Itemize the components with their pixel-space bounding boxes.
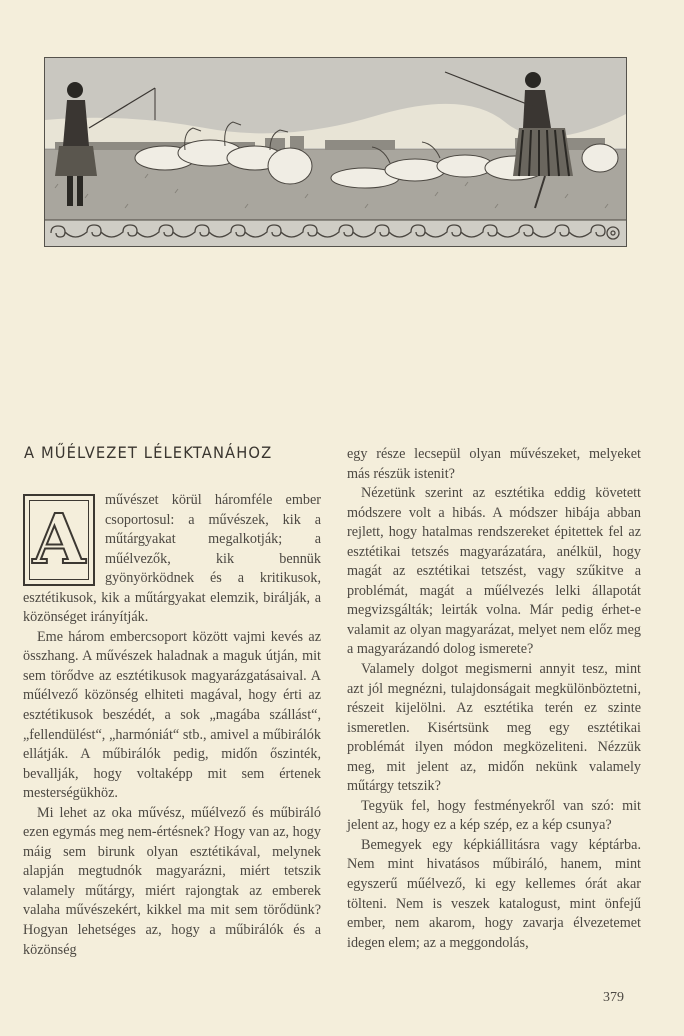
right-column [347, 445, 641, 953]
page-number: 379 [603, 990, 624, 1005]
wave-border [45, 220, 626, 246]
drop-cap-letter: A [32, 500, 86, 580]
paragraph: Tegyük fel, hogy festményekről van szó: mit jelent az, hogy ez a kép szép, ez a kép csunya? [347, 797, 641, 834]
paragraph: Valamely dolgot megismerni annyit tesz, mint azt jól megnézni, tulajdonságait megkülönböztetni, részeit kijelölni. Az esztétika terén ez szinte ismeretlen. Kisértsünk meg egy esztétikai problémát ilyen módon megközeliteni. Nézzük meg, mit jelent az, midőn nekünk valamely műtárgy tetszik? [347, 661, 641, 795]
paragraph: Nézetünk szerint az esztétika eddig követett módszere volt a hibás. A módszer hibája abban rejlett, hogy hatalmas rendszereket épitettek fel az esztétikai tetszés magyarázatára, anélkül, hogy magát az esztétikai tetszést, vagy szűkitve a problémát, magát a műélvezés lelki állapotát megvizsgálták; leirták volna. Már pedig érhet-e valamit az olyan magyarázat, melyet nem előz meg a magyarázandó dolog ismerete? [347, 485, 641, 658]
article-title: A MŰÉLVEZET LÉLEKTANÁHOZ [24, 443, 273, 462]
paragraph: művészet körül háromféle ember csoportosul: a művészek, kik a műtárgyakat megalkotják; a műélvezők, kik bennük gyönyörködnek és a kritikusok, esztétikusok, kik a műtárgyakat elemzik, birálják, a közönséget irányítják. [23, 492, 321, 626]
goose-girls-illustration [45, 58, 626, 246]
paragraph: Mi lehet az oka művész, műélvező és műbiráló ezen egymás meg nem-értésnek? Hogy van az, hogy máig sem birunk olyan esztétikával, melynek alapján megtudnók magyarázni, miért tetszik valamely műtárgy, miért rajongtak az emberek valaha művészekért, kikkel ma mit sem törődünk? Hogyan lehetséges az, hogy a műbirálók és a közönség [23, 804, 321, 958]
paragraph: Eme három embercsoport között vajmi kevés az összhang. A művészek haladnak a maguk útján, mit sem törődve az esztétikusok magyarázgatásaival. A műélvező közönség elhiteti magával, hogy érti az esztétikusok beszédét, a sok „magába szállást“, „fellendülést“, „harmóniát“ stb., amivel a műbirálók ellátják. A műbirálók pedig, midőn őszinték, bevallják, hogy voltaképp mit sem értenek mesterségükhöz. [23, 628, 321, 802]
left-column [23, 491, 321, 960]
header-illustration [44, 57, 627, 247]
paragraph: Bemegyek egy képkiállitásra vagy képtárba. Nem mint hivatásos műbiráló, hanem, mint egyszerű műélvező, ki egy kellemes órát akar tölteni. Nem is veszek katalogust, mint önfejű ember, nem akarom, hogy zavarja élvezetemet idegen elem; az a meggondolás, [347, 836, 641, 951]
paragraph: egy része lecsepül olyan művészeket, melyeket más részük istenit? [347, 446, 641, 482]
drop-cap [23, 494, 95, 586]
